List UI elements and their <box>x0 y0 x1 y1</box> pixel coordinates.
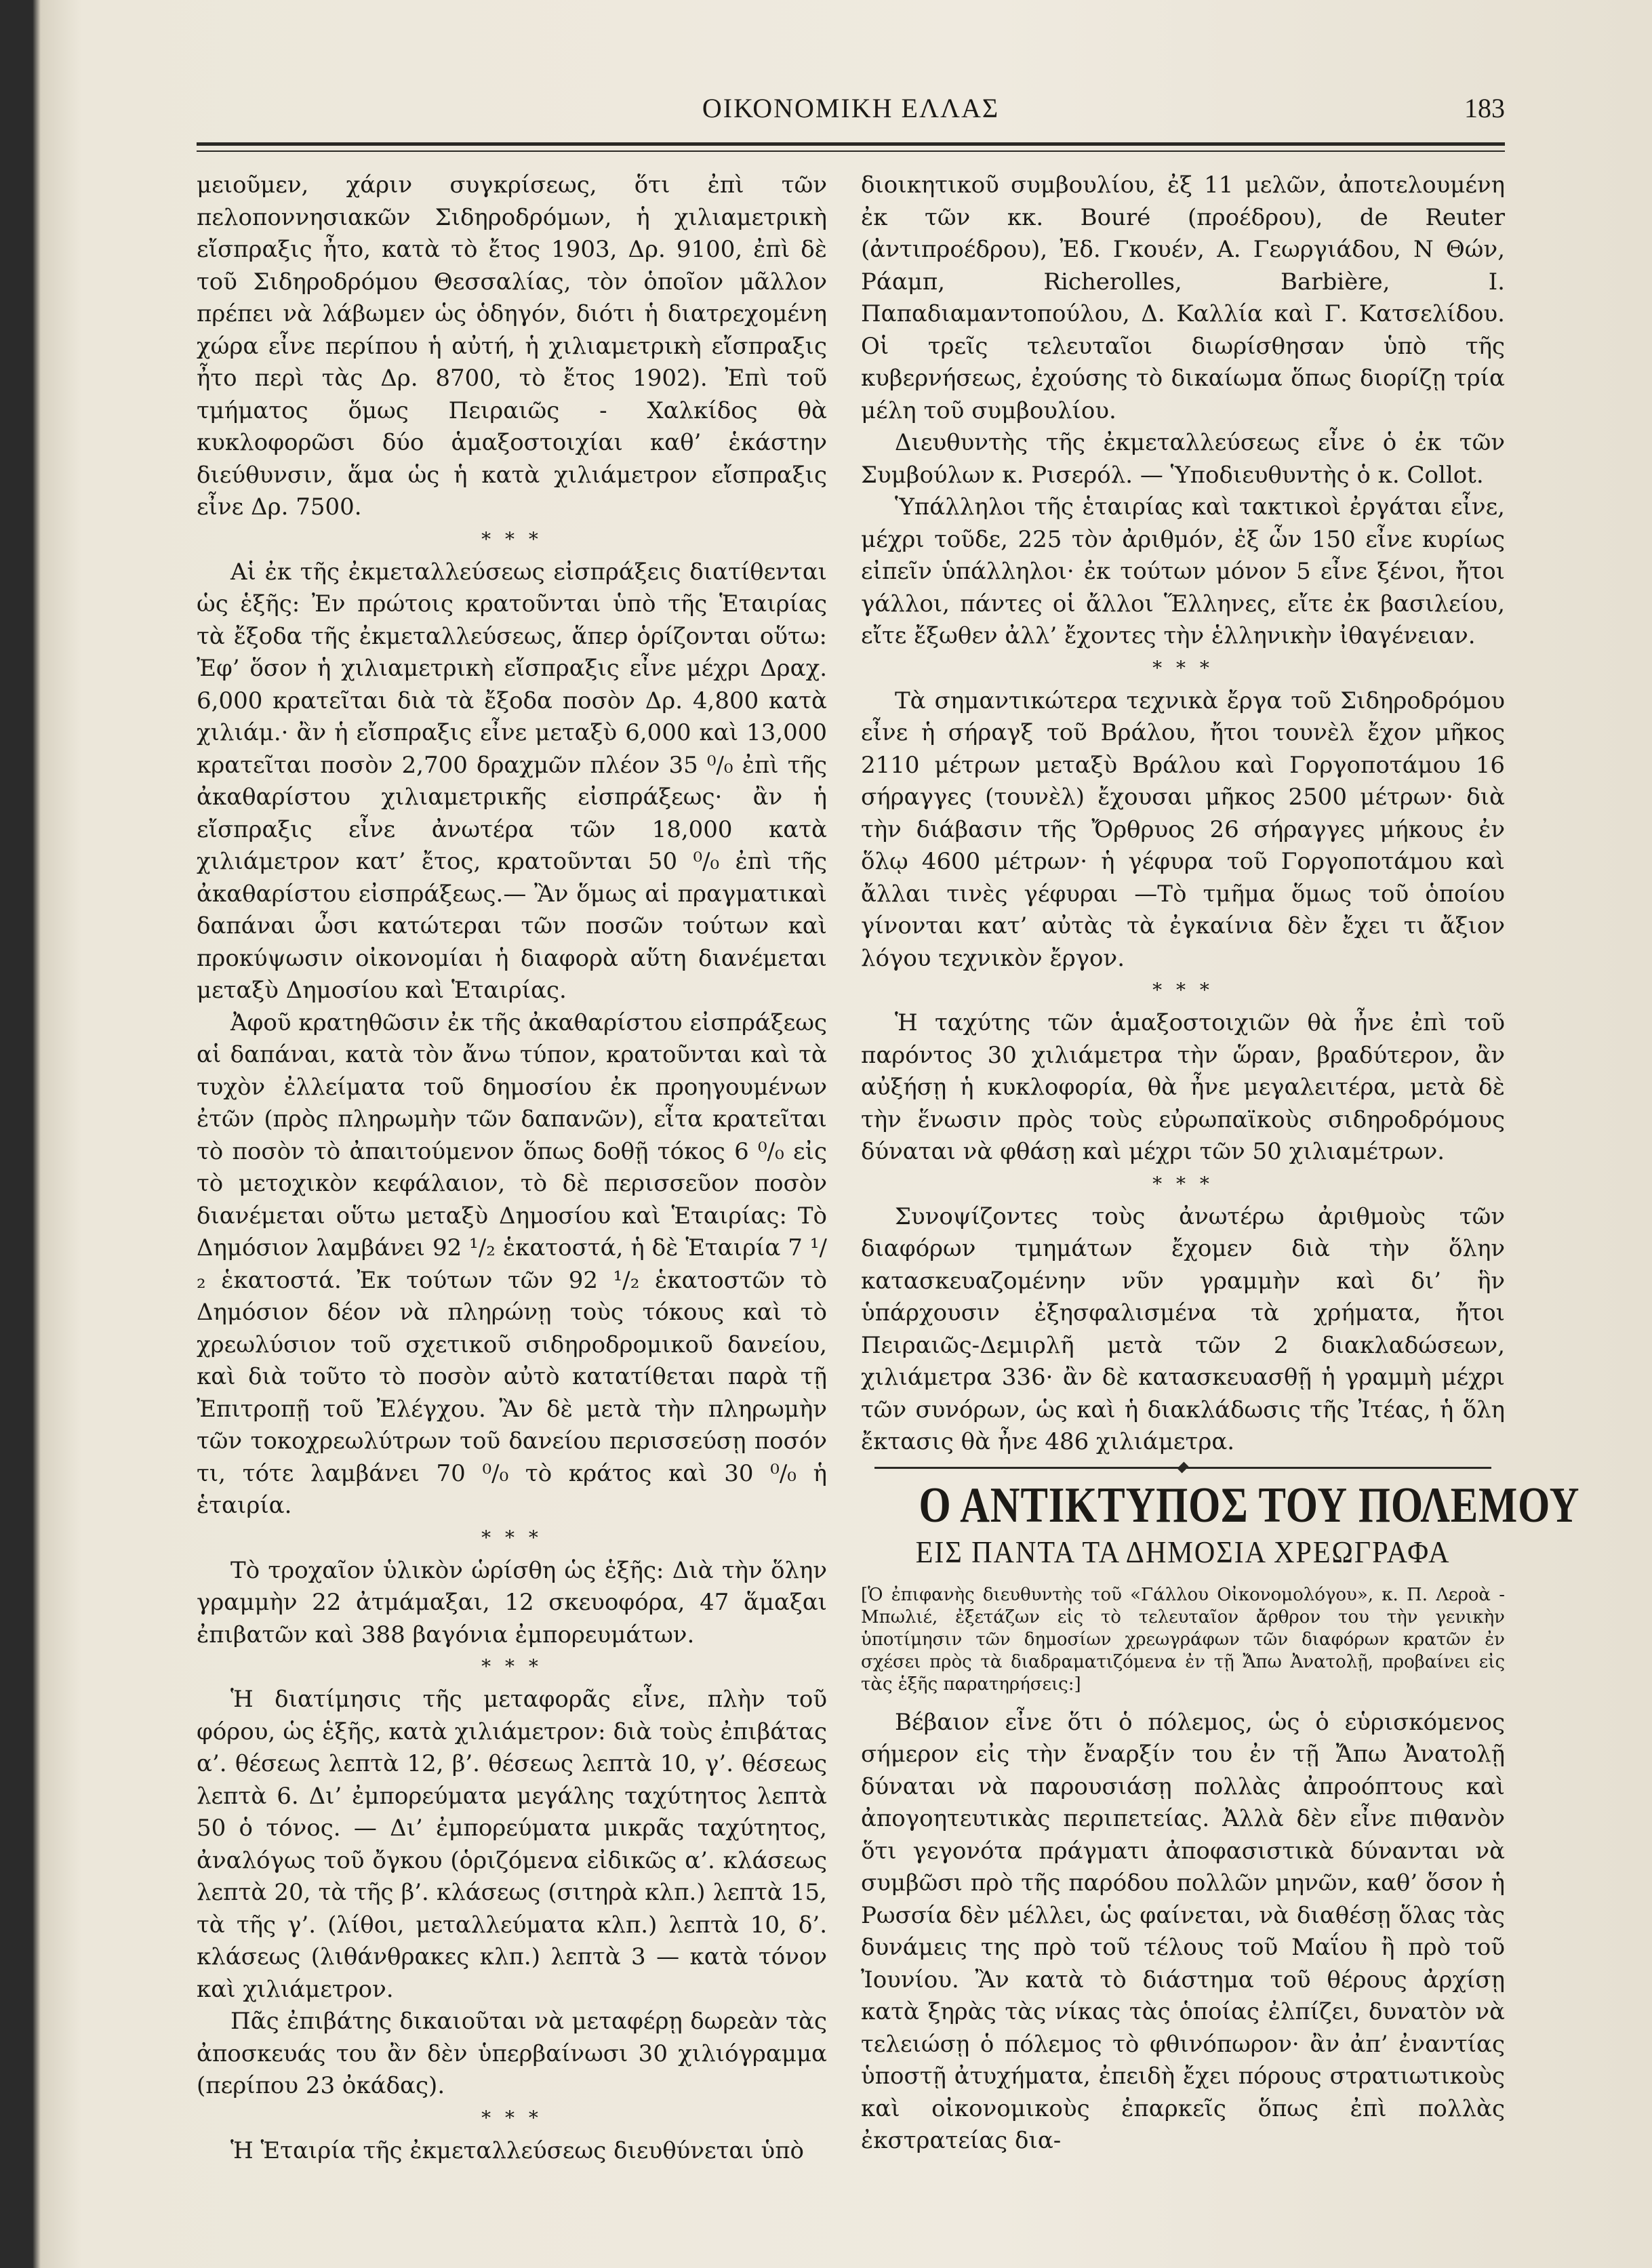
paragraph: Ἡ ταχύτης τῶν ἁμαξοστοιχιῶν θὰ ἦνε ἐπὶ τοῦ παρόντος 30 χιλιάμετρα τὴν ὥραν, βραδύτερον, ἂν αὐξήσῃ ἡ κυκλοφορία, θὰ ἦνε μεγαλειτέρα, μετὰ δὲ τὴν ἕνωσιν πρὸς τοὺς εὐρωπαϊκοὺς σιδηροδρόμους δύναται νὰ φθάσῃ καὶ μέχρι τῶν 50 χιλιαμέτρων. <box>861 1009 1505 1165</box>
paragraph: Ἡ διατίμησις τῆς μεταφορᾶς εἶνε, πλὴν τοῦ φόρου, ὡς ἑξῆς, κατὰ χιλιάμετρον: διὰ τοὺς ἐπιβάτας α’. θέσεως λεπτὰ 12, β’. θέσεως λεπτὰ 10, γ’. θέσεως λεπτὰ 6. Δι’ ἐμπορεύματα μεγάλης ταχύτητος λεπτὰ 50 ὁ τόνος. — Δι’ ἐμπορεύματα μικρᾶς ταχύτητος, ἀναλόγως τοῦ ὄγκου (ὁριζόμενα εἰδικῶς α’. κλάσεως λεπτὰ 20, τὰ τῆς β’. κλάσεως (σιτηρὰ κλπ.) λεπτὰ 15, τὰ τῆς γ’. (λίθοι, μεταλλεύματα κλπ.) λεπτὰ 10, δ’. κλάσεως (λιθάνθρακες κλπ.) λεπτὰ 3 — κατὰ τόνον καὶ χιλιάμετρον. <box>197 1686 827 2003</box>
page-header <box>197 92 1505 133</box>
section-separator: * * * <box>481 2106 542 2129</box>
paragraph: διοικητικοῦ συμβουλίου, ἐξ 11 μελῶν, ἀποτελουμένη ἐκ τῶν κκ. Bouré (προέδρου), de Reuter (ἀντιπροέδρου), Ἐδ. Γκουέν, Α. Γεωργιάδου, Ν Θών, Ράαμπ, Richerolles, Barbière, Ι. Παπαδιαμαντοπούλου, Δ. Καλλία καὶ Γ. Κατσελίδου. Οἱ τρεῖς τελευταῖοι διωρίσθησαν ὑπὸ τῆς κυβερνήσεως, ἐχούσης τὸ δικαίωμα ὅπως διορίζῃ τρία μέλη τοῦ συμβουλίου. <box>861 171 1505 424</box>
running-title: ΟΙΚΟΝΟΜΙΚΗ ΕΛΛΑΣ <box>702 93 1000 123</box>
editorial-note: [Ὁ ἐπιφανὴς διευθυντὴς τοῦ «Γάλλου Οἰκονομολόγου», κ. Π. Λεροὰ - Μπωλιέ, ἐξετάζων εἰς τὸ τελευταῖον ἄρθρον του τὴν γενικὴν ὑποτίμησιν τῶν δημοσίων χρεωγράφων τῶν διαφόρων κρατῶν ἐν σχέσει πρὸς τὰ διαδραματιζόμενα ἐν τῇ Ἄπω Ἀνατολῇ, προβαίνει εἰς τὰς ἑξῆς παρατηρήσεις:] <box>861 1584 1505 1695</box>
right-column <box>861 169 1580 2158</box>
paragraph: μειοῦμεν, χάριν συγκρίσεως, ὅτι ἐπὶ τῶν πελοποννησιακῶν Σιδηροδρόμων, ἡ χιλιαμετρικὴ εἴσπραξις ἦτο, κατὰ τὸ ἔτος 1903, Δρ. 9100, ἐπὶ δὲ τοῦ Σιδηροδρόμου Θεσσαλίας, τὸν ὁποῖον μᾶλλον πρέπει νὰ λάβωμεν ὡς ὁδηγόν, διότι ἡ διατρεχομένη χώρα εἶνε περίπου ἡ αὐτή, ἡ χιλιαμετρικὴ εἴσπραξις ἦτο περὶ τὰς Δρ. 8700, τὸ ἔτος 1902). Ἐπὶ τοῦ τμήματος ὅμως Πειραιῶς - Χαλκίδος θὰ κυκλοφορῶσι δύο ἁμαξοστοιχίαι καθ’ ἑκάστην διεύθυνσιν, ἅμα ὡς ἡ κατὰ χιλιάμετρον εἴσπραξις εἶνε Δρ. 7500. <box>197 171 827 521</box>
section-separator: * * * <box>481 1655 542 1678</box>
section-separator: * * * <box>481 527 542 550</box>
header-rule-thin <box>197 150 1505 152</box>
section-separator: * * * <box>1152 979 1213 1001</box>
paragraph: Πᾶς ἐπιβάτης δικαιοῦται νὰ μεταφέρῃ δωρεὰν τὰς ἀποσκευάς του ἂν δὲν ὑπερβαίνωσι 30 χιλιόγραμμα (περίπου 23 ὀκάδας). <box>197 2008 827 2099</box>
section-separator: * * * <box>481 1526 542 1549</box>
header-rule <box>197 142 1505 146</box>
paragraph: Τὸ τροχαῖον ὑλικὸν ὡρίσθη ὡς ἑξῆς: Διὰ τὴν ὅλην γραμμὴν 22 ἀτμάμαξαι, 12 σκευοφόρα, 47 ἅμαξαι ἐπιβατῶν καὶ 388 βαγόνια ἐμπορευμάτων. <box>197 1556 827 1648</box>
paragraph: Τὰ σημαντικώτερα τεχνικὰ ἔργα τοῦ Σιδηροδρόμου εἶνε ἡ σήραγξ τοῦ Βράλου, ἤτοι τουνὲλ ἔχον μῆκος 2110 μέτρων μεταξὺ Βράλου καὶ Γοργοποτάμου 16 σήραγγες (τουνὲλ) ἔχουσαι μῆκος 2500 μέτρων· διὰ τὴν διάβασιν τῆς Ὄρθρυος 26 σήραγγες μήκους ἐν ὅλῳ 4600 μέτρων· ἡ γέφυρα τοῦ Γοργοποτάμου καὶ ἄλλαι τινὲς γέφυραι —Τὸ τμῆμα ὅμως τοῦ ὁποίου γίνονται κατ’ αὐτὰς τὰ ἐγκαίνια δὲν ἔχει τι ἄξιον λόγου τεχνικὸν ἔργον. <box>861 687 1505 972</box>
paragraph: Ἡ Ἑταιρία τῆς ἐκμεταλλεύσεως διευθύνεται ὑπὸ <box>230 2137 805 2164</box>
page-number: 183 <box>1464 93 1505 123</box>
paragraph: Συνοψίζοντες τοὺς ἀνωτέρω ἀριθμοὺς τῶν διαφόρων τμημάτων ἔχομεν διὰ τὴν ὅλην κατασκευαζομένην νῦν γραμμὴν καὶ δι’ ἣν ὑπάρχουσιν ἐξησφαλισμένα τὰ χρήματα, ἤτοι Πειραιῶς-Δεμιρλῆ μετὰ τῶν 2 διακλαδώσεων, χιλιάμετρα 336· ἂν δὲ κατασκευασθῇ ἡ γραμμὴ μέχρι τῶν συνόρων, ὡς καὶ ἡ διακλάδωσις τῆς Ἰτέας, ἡ ὅλη ἔκτασις θὰ ἦνε 486 χιλιάμετρα. <box>861 1202 1505 1455</box>
paragraph: Διευθυντὴς τῆς ἐκμεταλλεύσεως εἶνε ὁ ἐκ τῶν Συμβούλων κ. Ρισερόλ. — Ὑποδιευθυντὴς ὁ κ. Collot. <box>861 429 1505 489</box>
section-separator: * * * <box>1152 656 1213 679</box>
paragraph: Αἱ ἐκ τῆς ἐκμεταλλεύσεως εἰσπράξεις διατίθενται ὡς ἑξῆς: Ἐν πρώτοις κρατοῦνται ὑπὸ τῆς Ἑταιρίας τὰ ἔξοδα τῆς ἐκμεταλλεύσεως, ἅπερ ὁρίζονται οὕτω: Ἐφ’ ὅσον ἡ χιλιαμετρικὴ εἴσπραξις εἶνε μέχρι Δραχ. 6,000 κρατεῖται διὰ τὰ ἔξοδα ποσὸν Δρ. 4,800 κατὰ χιλιάμ.· ἂν ἡ εἴσπραξις εἶνε μεταξὺ 6,000 καὶ 13,000 κρατεῖται ποσὸν 2,700 δραχμῶν πλέον 35 ⁰/₀ ἐπὶ τῆς ἀκαθαρίστου χιλιαμετρικῆς εἰσπράξεως· ἂν ἡ εἴσπραξις εἶνε ἀνωτέρα τῶν 18,000 κατὰ χιλιάμετρον κατ’ ἔτος, κρατοῦνται 50 ⁰/₀ ἐπὶ τῆς ἀκαθαρίστου εἰσπράξεως.— Ἂν ὅμως αἱ πραγματικαὶ δαπάναι ὦσι κατώτεραι τῶν ποσῶν τούτων καὶ προκύψωσιν οἰκονομίαι ἡ διαφορὰ αὕτη διανέμεται μεταξὺ Δημοσίου καὶ Ἑταιρίας. <box>197 558 827 1004</box>
section-separator: * * * <box>1152 1172 1213 1195</box>
left-column <box>197 169 827 2167</box>
article-divider <box>874 1467 1491 1469</box>
paragraph: Ἀφοῦ κρατηθῶσιν ἐκ τῆς ἀκαθαρίστου εἰσπράξεως αἱ δαπάναι, κατὰ τὸν ἄνω τύπον, κρατοῦνται καὶ τὰ τυχὸν ἐλλείματα τοῦ δημοσίου ἐκ προηγουμένων ἐτῶν (πρὸς πληρωμὴν τῶν δαπανῶν), εἶτα κρατεῖται τὸ ποσὸν τὸ ἀπαιτούμενον ὅπως δοθῇ τόκος 6 ⁰/₀ εἰς τὸ μετοχικὸν κεφάλαιον, τὸ δὲ περισσεῦον ποσὸν διανέμεται οὕτω μεταξὺ Δημοσίου καὶ Ἑταιρίας: Τὸ Δημόσιον λαμβάνει 92 ¹/₂ ἑκατοστά, ἡ δὲ Ἑταιρία 7 ¹/₂ ἑκατοστά. Ἐκ τούτων τῶν 92 ¹/₂ ἑκατοστῶν τὸ Δημόσιον δέον νὰ πληρώνῃ τοὺς τόκους καὶ τὸ χρεωλύσιον τοῦ σχετικοῦ σιδηροδρομικοῦ δανείου, καὶ διὰ τοῦτο τὸ ποσὸν αὐτὸ κατατίθεται παρὰ τῇ Ἐπιτροπῇ τοῦ Ἐλέγχου. Ἂν δὲ μετὰ τὴν πληρωμὴν τῶν τοκοχρεωλύτρων τοῦ δανείου περισσεύσῃ ποσόν τι, τότε λαμβάνει 70 ⁰/₀ τὸ κράτος καὶ 30 ⁰/₀ ἡ ἑταιρία. <box>197 1009 827 1519</box>
article-body: Βέβαιον εἶνε ὅτι ὁ πόλεμος, ὡς ὁ εὑρισκόμενος σήμερον εἰς τὴν ἔναρξίν του ἐν τῇ Ἄπω Ἀνατολῇ δύναται νὰ παρουσιάσῃ πολλὰς ἀπροόπτους καὶ ἀπογοητευτικὰς περιπετείας. Ἀλλὰ δὲν εἶνε πιθανὸν ὅτι γεγονότα πράγματι ἀποφασιστικὰ δύνανται νὰ συμβῶσι πρὸ τῆς παρόδου πολλῶν μηνῶν, καθ’ ὅσον ἡ Ρωσσία δὲν μέλλει, ὡς φαίνεται, νὰ διαθέσῃ ὅλας τὰς δυνάμεις της πρὸ τοῦ τέλους τοῦ Μαΐου ἢ πρὸ τοῦ Ἰουνίου. Ἂν κατὰ τὸ διάστημα τοῦ θέρους ἀρχίσῃ κατὰ ξηρὰς τὰς νίκας τὰς ὁποίας ἐλπίζει, δυνατὸν νὰ τελειώσῃ ὁ πόλεμος τὸ φθινόπωρον· ἂν ἀπ’ ἐναντίας ὑποστῇ ἀτυχήματα, ἐπειδὴ ἔχει πόρους στρατιωτικοὺς καὶ οἰκονομικοὺς ἐπαρκεῖς ὅπως ἐπὶ πολλὰς ἐκστρατείας δια- <box>861 1708 1505 2154</box>
article-headline: Ο ΑΝΤΙΚΤΥΠΟΣ ΤΟΥ ΠΟΛΕΜΟΥ <box>919 1477 1580 1533</box>
paragraph: Ὑπάλληλοι τῆς ἑταιρίας καὶ τακτικοὶ ἐργάται εἶνε, μέχρι τοῦδε, 225 τὸν ἀριθμόν, ἐξ ὧν 150 εἶνε κυρίως εἰπεῖν ὑπάλληλοι· ἐκ τούτων μόνον 5 εἶνε ξένοι, ἤτοι γάλλοι, πάντες οἱ ἄλλοι Ἕλληνες, εἴτε ἐκ βασιλείου, εἴτε ἔξωθεν ἀλλ’ ἔχοντες τὴν ἑλληνικὴν ἰθαγένειαν. <box>861 493 1505 649</box>
article-subheadline: ΕΙΣ ΠΑΝΤΑ ΤΑ ΔΗΜΟΣΙΑ ΧΡΕΩΓΡΑΦΑ <box>915 1534 1451 1569</box>
